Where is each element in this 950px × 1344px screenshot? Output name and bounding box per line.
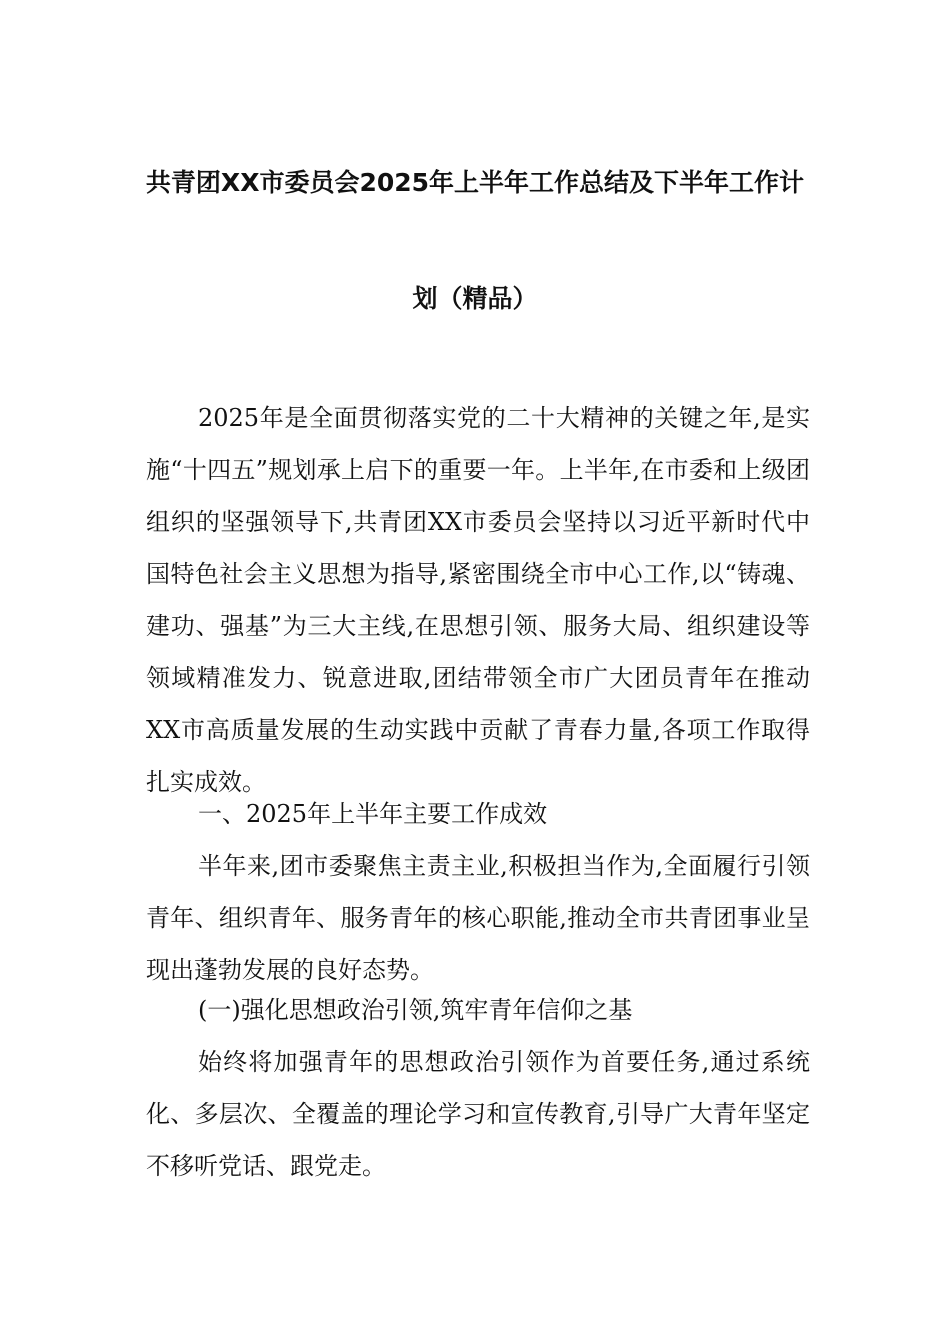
paragraph-text: 始终将加强青年的思想政治引领作为首要任务,通过系统化、多层次、全覆盖的理论学习和宣传教育,引导广大青年坚定不移听党话、跟党走。 bbox=[146, 1048, 810, 1180]
subsection-heading-text: (一)强化思想政治引领,筑牢青年信仰之基 bbox=[198, 996, 633, 1024]
document-title-line-1: 共青团XX市委员会2025年上半年工作总结及下半年工作计 bbox=[145, 168, 805, 197]
subsection-heading bbox=[146, 984, 810, 1036]
section-heading-text: 一、2025年上半年主要工作成效 bbox=[198, 800, 548, 828]
paragraph-text: 2025年是全面贯彻落实党的二十大精神的关键之年,是实施“十四五”规划承上启下的重要一年。上半年,在市委和上级团组织的坚强领导下,共青团XX市委员会坚持以习近平新时代中国特色社会主义思想为指导,紧密围绕全市中心工作,以“铸魂、建功、强基”为三大主线,在思想引领、服务大局、组织建设等领域精准发力、锐意进取,团结带领全市广大团员青年在推动XX市高质量发展的生动实践中贡献了青春力量,各项工作取得扎实成效。 bbox=[146, 404, 810, 796]
document-title-line-2: 划（精品） bbox=[412, 284, 538, 313]
body-paragraph bbox=[146, 840, 810, 996]
body-paragraph bbox=[146, 392, 810, 808]
body-paragraph bbox=[146, 1036, 810, 1192]
paragraph-text: 半年来,团市委聚焦主责主业,积极担当作为,全面履行引领青年、组织青年、服务青年的核心职能,推动全市共青团事业呈现出蓬勃发展的良好态势。 bbox=[146, 852, 810, 984]
section-heading bbox=[146, 788, 810, 840]
